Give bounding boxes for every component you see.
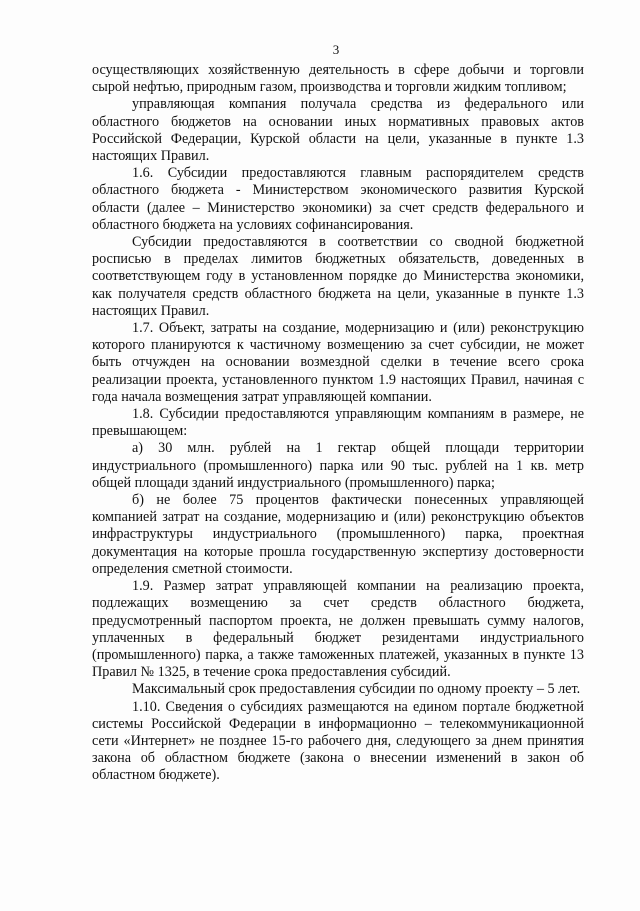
paragraph-max-term: Максимальный срок предоставления субсидии по одному проекту – 5 лет. (132, 681, 581, 698)
paragraph-1-8-b: б) не более 75 процентов фактически понесенных управляющей компанией затрат на создание, модернизацию и (или) реконструкцию объектов инфраструктуры индустриального (промышленного) парка, проектная документация на которые прошла государственную экспертизу достоверности определения сметной стоимости. (92, 492, 584, 577)
paragraph-1-9: 1.9. Размер затрат управляющей компании на реализацию проекта, подлежащих возмещению за счет средств областного бюджета, предусмотренный паспортом проекта, не должен превышать сумму налогов, уплаченных в федеральный бюджет резидентами индустриального (промышленного) парка, а также таможенных платежей, указанных в пункте 13 Правил № 1325, в течение срока предоставления субсидий. (92, 578, 584, 681)
paragraph-1-10: 1.10. Сведения о субсидиях размещаются на едином портале бюджетной системы Российской Федерации в информационно – телекоммуникационной сети «Интернет» не позднее 15-го рабочего дня, следующего за днем принятия закона об областном бюджете (закона о внесении изменений в закон об областном бюджете). (92, 698, 584, 784)
page-number: 3 (332, 42, 340, 57)
paragraph-1-7: 1.7. Объект, затраты на создание, модернизацию и (или) реконструкцию которого планируются к частичному возмещению за счет субсидии, не может быть отчужден на основании возмездной сделки в течение всего срока реализации проекта, установленного пунктом 1.9 настоящих Правил, начиная с года начала возмещения затрат управляющей компании. (92, 320, 584, 405)
paragraph-1-6: 1.6. Субсидии предоставляются главным распорядителем средств областного бюджета - Министерством экономического развития Курской области (далее – Министерство экономики) за счет средств федерального и областного бюджета на условиях софинансирования. (92, 165, 584, 233)
paragraph-continuation: осуществляющих хозяйственную деятельность в сфере добычи и торговли сырой нефтью, природным газом, производства и торговли жидким топливом; (92, 62, 584, 96)
document-body (92, 62, 584, 785)
paragraph-management-company-funds: управляющая компания получала средства из федерального или областного бюджетов на основании иных нормативных правовых актов Российской Федерации, Курской области на цели, указанные в пункте 1.3 настоящих Правил. (92, 96, 584, 165)
paragraph-1-8: 1.8. Субсидии предоставляются управляющим компаниям в размере, не превышающем: (92, 406, 584, 440)
paragraph-budget-allocation: Субсидии предоставляются в соответствии со сводной бюджетной росписью в пределах лимитов бюджетных обязательств, доведенных в соответствующем году в установленном порядке до Министерства экономики, как получателя средств областного бюджета на цели, указанные в пункте 1.3 настоящих Правил. (92, 234, 584, 319)
paragraph-1-8-a: а) 30 млн. рублей на 1 гектар общей площади территории индустриального (промышленного) парка или 90 тыс. рублей на 1 кв. метр общей площади зданий индустриального (промышленного) парка; (92, 440, 584, 491)
